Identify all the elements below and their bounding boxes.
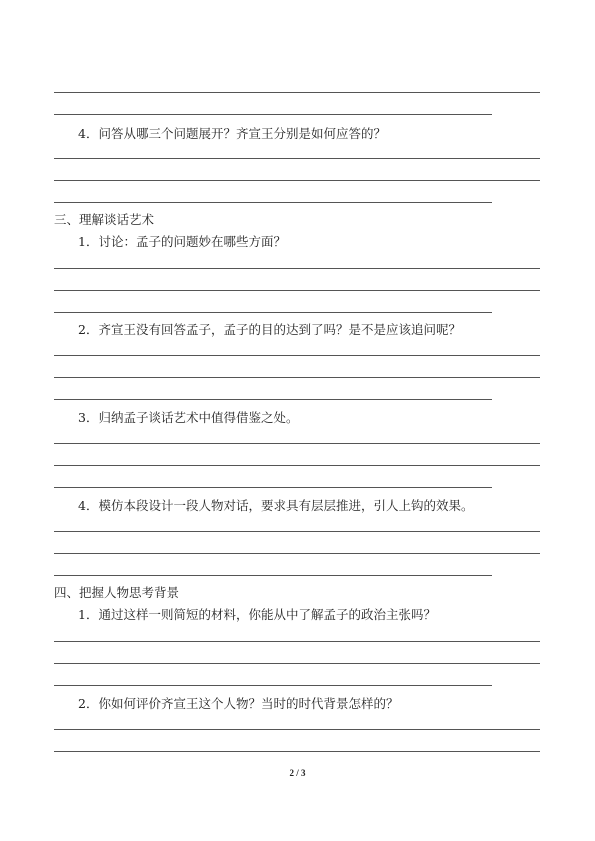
answer-line (54, 377, 540, 378)
answer-line (54, 751, 540, 752)
answer-line (54, 312, 492, 313)
answer-line (54, 685, 492, 686)
answer-line (54, 158, 540, 159)
answer-line (54, 202, 492, 203)
answer-line (54, 399, 492, 400)
question-text: 1．讨论：孟子的问题妙在哪些方面？ (78, 234, 286, 249)
question-text: 4．模仿本段设计一段人物对话，要求具有层层推进，引人上钩的效果。 (78, 498, 474, 513)
answer-line (54, 268, 540, 269)
answer-line (54, 487, 492, 488)
answer-line (54, 180, 540, 181)
answer-line (54, 531, 540, 532)
question-text: 2．你如何评价齐宣王这个人物？当时的时代背景怎样的？ (78, 696, 399, 711)
question-text: 4．问答从哪三个问题展开？齐宣王分别是如何应答的？ (78, 126, 386, 141)
answer-line (54, 641, 540, 642)
answer-line (54, 92, 540, 93)
answer-line (54, 290, 540, 291)
answer-line (54, 729, 540, 730)
answer-line (54, 443, 540, 444)
page-number: 2 / 3 (289, 768, 306, 778)
question-text: 3．归纳孟子谈话艺术中值得借鉴之处。 (78, 410, 299, 425)
section-heading: 四、把握人物思考背景 (54, 585, 180, 600)
answer-line (54, 114, 492, 115)
question-text: 2．齐宣王没有回答孟子，孟子的目的达到了吗？是不是应该追问呢？ (78, 322, 461, 337)
section-heading: 三、理解谈话艺术 (54, 212, 155, 227)
question-text: 1．通过这样一则简短的材料，你能从中了解孟子的政治主张吗？ (78, 607, 436, 622)
answer-line (54, 355, 540, 356)
answer-line (54, 553, 540, 554)
answer-line (54, 575, 492, 576)
answer-line (54, 663, 540, 664)
answer-line (54, 465, 540, 466)
